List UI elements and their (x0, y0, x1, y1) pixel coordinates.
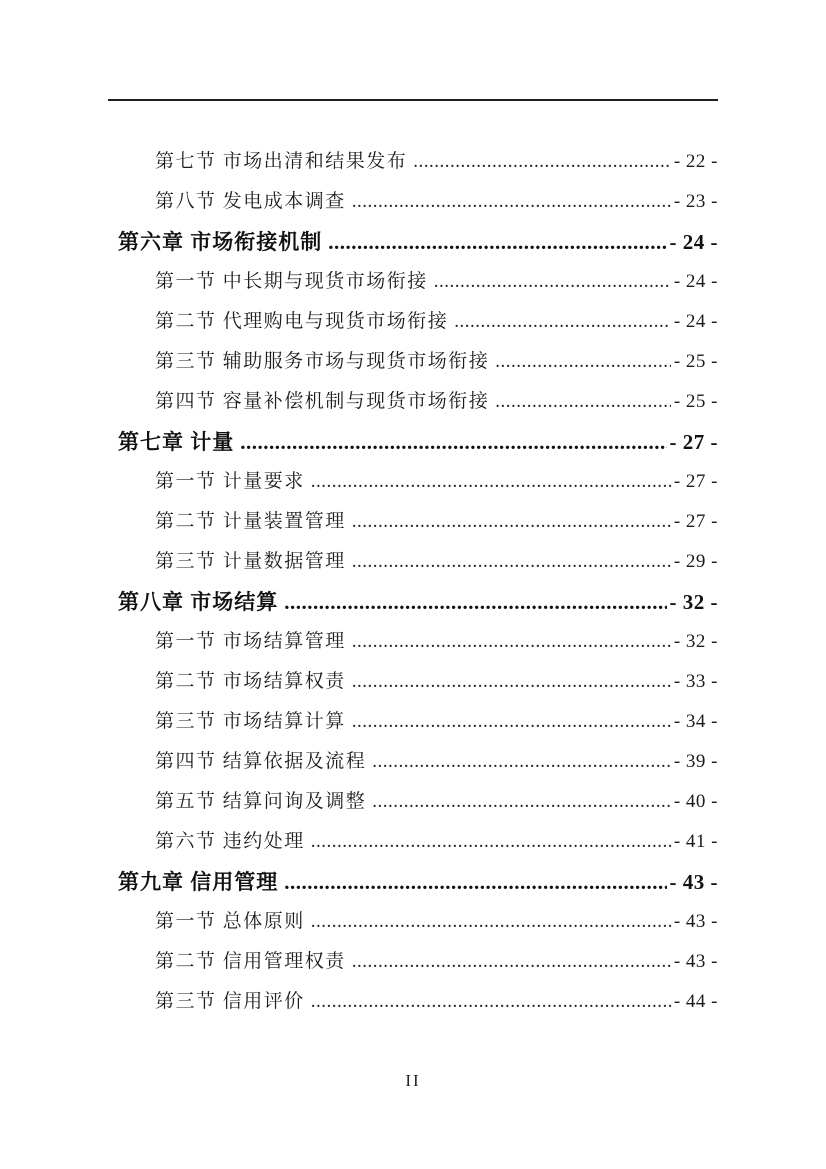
toc-entry-label: 第二节 计量装置管理 (155, 511, 346, 532)
toc-entry[interactable] (110, 342, 718, 382)
dot-leader (352, 502, 671, 542)
dot-leader (352, 182, 671, 222)
dot-leader (495, 342, 671, 382)
toc-entry[interactable] (110, 862, 718, 902)
toc-entry-label: 第九章 信用管理 (118, 870, 279, 894)
toc-entry-label: 第八章 市场结算 (118, 590, 279, 614)
toc-entry-label: 第六章 市场衔接机制 (118, 230, 323, 254)
toc-entry-page-number: - 33 - (673, 671, 718, 692)
toc-entry-label: 第二节 代理购电与现货市场衔接 (155, 311, 449, 332)
toc-entry-page-number: - 43 - (673, 911, 718, 932)
dot-leader (434, 262, 671, 302)
toc-entry[interactable] (110, 702, 718, 742)
toc-entry-page-number: - 27 - (669, 430, 718, 454)
footer-page-number: II (405, 1071, 421, 1090)
toc-entry-label: 第四节 容量补偿机制与现货市场衔接 (155, 391, 490, 412)
toc-entry-page-number: - 32 - (673, 631, 718, 652)
toc-entry[interactable] (110, 542, 718, 582)
toc-entry-page-number: - 24 - (673, 271, 718, 292)
toc-entry[interactable] (110, 262, 718, 302)
toc-entry[interactable] (110, 982, 718, 1022)
dot-leader (372, 782, 671, 822)
dot-leader (311, 462, 671, 502)
toc-entry[interactable] (110, 182, 718, 222)
toc-entry-page-number: - 29 - (673, 551, 718, 572)
dot-leader (284, 582, 666, 622)
toc-entry-label: 第二节 市场结算权责 (155, 671, 346, 692)
toc-entry-page-number: - 39 - (673, 751, 718, 772)
toc-entry-page-number: - 22 - (673, 151, 718, 172)
toc-entry-page-number: - 43 - (669, 870, 718, 894)
dot-leader (495, 382, 671, 422)
dot-leader (240, 422, 666, 462)
dot-leader (284, 862, 666, 902)
toc-entry-label: 第六节 违约处理 (155, 831, 305, 852)
dot-leader (311, 902, 671, 942)
dot-leader (352, 942, 671, 982)
toc-entry-label: 第八节 发电成本调查 (155, 191, 346, 212)
toc-entry-label: 第一节 计量要求 (155, 471, 305, 492)
toc-entry-label: 第三节 信用评价 (155, 991, 305, 1012)
toc-entry-page-number: - 43 - (673, 951, 718, 972)
toc-entry[interactable] (110, 502, 718, 542)
toc-entry[interactable] (110, 742, 718, 782)
toc-entry-page-number: - 40 - (673, 791, 718, 812)
toc-entry-page-number: - 41 - (673, 831, 718, 852)
dot-leader (352, 622, 671, 662)
toc-entry-page-number: - 24 - (669, 230, 718, 254)
toc-entry[interactable] (110, 382, 718, 422)
toc-entry[interactable] (110, 142, 718, 182)
toc-entry-label: 第一节 市场结算管理 (155, 631, 346, 652)
toc-entry-page-number: - 27 - (673, 511, 718, 532)
toc-entry[interactable] (110, 462, 718, 502)
dot-leader (454, 302, 671, 342)
toc-entry-label: 第三节 辅助服务市场与现货市场衔接 (155, 351, 490, 372)
toc-entry[interactable] (110, 782, 718, 822)
toc-entry-page-number: - 23 - (673, 191, 718, 212)
toc-entry-page-number: - 34 - (673, 711, 718, 732)
dot-leader (311, 982, 671, 1022)
toc-entry-label: 第七章 计量 (118, 430, 235, 454)
toc-entry[interactable] (110, 902, 718, 942)
dot-leader (352, 702, 671, 742)
dot-leader (413, 142, 671, 182)
toc-entry-page-number: - 44 - (673, 991, 718, 1012)
header-rule (108, 99, 718, 101)
toc-entry-page-number: - 25 - (673, 351, 718, 372)
dot-leader (328, 222, 666, 262)
toc-entry-page-number: - 25 - (673, 391, 718, 412)
toc-entry-label: 第一节 总体原则 (155, 911, 305, 932)
toc-list (110, 142, 718, 1022)
toc-entry-page-number: - 32 - (669, 590, 718, 614)
toc-entry-label: 第三节 计量数据管理 (155, 551, 346, 572)
toc-entry-label: 第七节 市场出清和结果发布 (155, 151, 408, 172)
toc-entry[interactable] (110, 942, 718, 982)
toc-entry-label: 第五节 结算问询及调整 (155, 791, 367, 812)
toc-entry[interactable] (110, 302, 718, 342)
toc-entry-label: 第四节 结算依据及流程 (155, 751, 367, 772)
toc-entry-page-number: - 27 - (673, 471, 718, 492)
toc-entry[interactable] (110, 622, 718, 662)
toc-entry[interactable] (110, 222, 718, 262)
dot-leader (372, 742, 671, 782)
toc-entry-label: 第一节 中长期与现货市场衔接 (155, 271, 428, 292)
toc-entry[interactable] (110, 422, 718, 462)
toc-entry[interactable] (110, 582, 718, 622)
dot-leader (352, 662, 671, 702)
toc-entry[interactable] (110, 662, 718, 702)
toc-entry[interactable] (110, 822, 718, 862)
dot-leader (311, 822, 671, 862)
dot-leader (352, 542, 671, 582)
toc-entry-label: 第三节 市场结算计算 (155, 711, 346, 732)
toc-entry-page-number: - 24 - (673, 311, 718, 332)
toc-entry-label: 第二节 信用管理权责 (155, 951, 346, 972)
